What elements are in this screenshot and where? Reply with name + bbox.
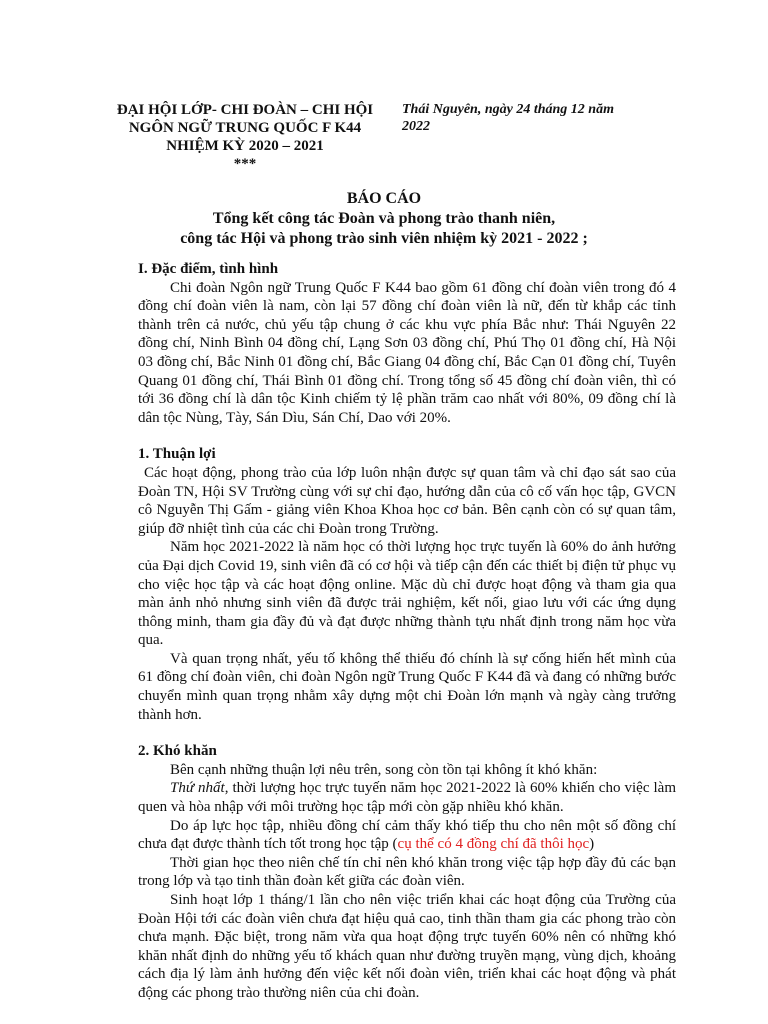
- paragraph-difficulties-3-text: Do áp lực học tập, nhiều đồng chí cảm thấy khó tiếp thu cho nên một số đồng chí chưa đạt được thành tích tốt trong học tập (: [138, 817, 676, 853]
- paragraph-difficulties-3-end: ): [589, 836, 595, 853]
- section-heading-difficulties: 2. Khó khăn: [138, 743, 217, 760]
- org-line-3: NHIỆM KỲ 2020 – 2021: [166, 138, 324, 154]
- place-date-line-1: Thái Nguyên, ngày 24 tháng 12 năm: [402, 102, 614, 117]
- paragraph-difficulties-2-text: , thời lượng học trực tuyến năm học 2021-2022 là 60% khiến cho việc làm quen và hòa nhập với môi trường học tập mới còn gặp nhiều khó khăn.: [138, 780, 676, 816]
- paragraph-advantages-1: Các hoạt động, phong trào của lớp luôn nhận được sự quan tâm và chỉ đạo sát sao của Đoàn TN, Hội SV Trường cùng với sự chỉ đạo, hướng dẫn của cô cố vấn học tập, GVCN cô Nguyễn Thị Gấm - giảng viên Khoa Khoa học cơ bản. Bên cạnh còn có sự quan tâm, giúp đỡ nhiệt tình của các chi Đoàn trong Trường.: [138, 464, 676, 537]
- report-title-block: [0, 189, 768, 249]
- spacer: [138, 724, 676, 742]
- paragraph-situation: Chi đoàn Ngôn ngữ Trung Quốc F K44 bao gồm 61 đồng chí đoàn viên trong đó 4 đồng chí đoàn viên là nam, còn lại 57 đồng chí đoàn viên là nữ, đến từ khắp các tỉnh thành trên cả nước, chủ yếu tập chung ở các khu vực phía Bắc như: Thái Nguyên 22 đồng chí, Ninh Bình 04 đồng chí, Lạng Sơn 03 đồng chí, Phú Thọ 01 đồng chí, Hà Nội 03 đồng chí, Bắc Ninh 01 đồng chí, Bắc Giang 04 đồng chí, Bắc Cạn 01 đồng chí, Tuyên Quang 01 đồng chí, Thái Bình 01 đồng chí. Trong tổng số 45 đồng chí đoàn viên, thì có tới 36 đồng chí là dân tộc Kinh chiếm tỷ lệ phần trăm cao nhất với 80%, 09 đồng chí là dân tộc Nùng, Tày, Sán Dìu, Sán Chí, Dao với 20%.: [138, 279, 676, 426]
- section-heading-situation: I. Đặc điểm, tình hình: [138, 261, 279, 277]
- paragraph-difficulties-1: Bên cạnh những thuận lợi nêu trên, song còn tồn tại không ít khó khăn:: [170, 761, 598, 778]
- report-body: [138, 260, 676, 1003]
- paragraph-difficulties-3: [138, 817, 676, 854]
- report-title: BÁO CÁO: [346, 190, 422, 207]
- organization-header: [100, 101, 390, 173]
- paragraph-difficulties-2: [138, 779, 676, 816]
- report-subtitle-2: công tác Hội và phong trào sinh viên nhiệm kỳ 2021 - 2022 ;: [180, 230, 588, 247]
- org-separator: ***: [233, 156, 257, 172]
- paragraph-difficulties-4: Thời gian học theo niên chế tín chỉ nên khó khăn trong việc tập hợp đầy đủ các bạn trong lớp và tạo tinh thần đoàn kết giữa các đoàn viên.: [138, 854, 676, 890]
- dropout-note: cụ thể có 4 đồng chí đã thôi học: [397, 836, 590, 853]
- paragraph-difficulties-5: Sinh hoạt lớp 1 tháng/1 lần cho nên việc triển khai các hoạt động của Trường của Đoàn Hội tới các đoàn viên chưa đạt hiệu quả cao, tinh thần tham gia các phong trào còn chưa mạnh. Đặc biệt, trong năm vừa qua hoạt động trực tuyến 60% nên có những khó khăn nhất định do những yếu tố khách quan như đường truyền mạng, vùng dịch, khoảng cách địa lý làm ảnh hưởng đến việc kết nối đoàn viên, triển khai các hoạt động và phát động các phong trào thường niên của chi đoàn.: [138, 892, 676, 1001]
- section-heading-advantages: 1. Thuận lợi: [138, 446, 216, 463]
- report-subtitle-1: Tổng kết công tác Đoàn và phong trào thanh niên,: [212, 210, 556, 227]
- spacer: [138, 427, 676, 445]
- paragraph-advantages-2: Năm học 2021-2022 là năm học có thời lượng học trực tuyến là 60% do ảnh hưởng của Đại dịch Covid 19, sinh viên đã có cơ hội và tiếp cận đến các thiết bị điện tử phục vụ cho việc học tập và các hoạt động online. Mặc dù chỉ được hoạt động và tham gia qua màn ảnh nhỏ nhưng sinh viên đã được trải nghiệm, kết nối, giao lưu với các ứng dụng thông minh, tham gia đầy đủ và đạt được những thành tựu nhất định trong năm học vừa qua.: [138, 539, 676, 649]
- emphasis-first: Thứ nhất: [170, 780, 225, 797]
- paragraph-advantages-3: Và quan trọng nhất, yếu tố không thể thiếu đó chính là sự cống hiến hết mình của 61 đồng chí đoàn viên, chi đoàn Ngôn ngữ Trung Quốc F K44 đã và đang có những bước chuyển mình quan trọng nhằm xây dựng một chi Đoàn lớn mạnh và ngày càng trưởng thành hơn.: [138, 650, 676, 723]
- org-line-2: NGÔN NGỮ TRUNG QUỐC F K44: [128, 120, 362, 136]
- place-date-line-2: 2022: [402, 119, 430, 134]
- place-date: [402, 101, 692, 135]
- org-line-1: ĐẠI HỘI LỚP- CHI ĐOÀN – CHI HỘI: [116, 102, 374, 118]
